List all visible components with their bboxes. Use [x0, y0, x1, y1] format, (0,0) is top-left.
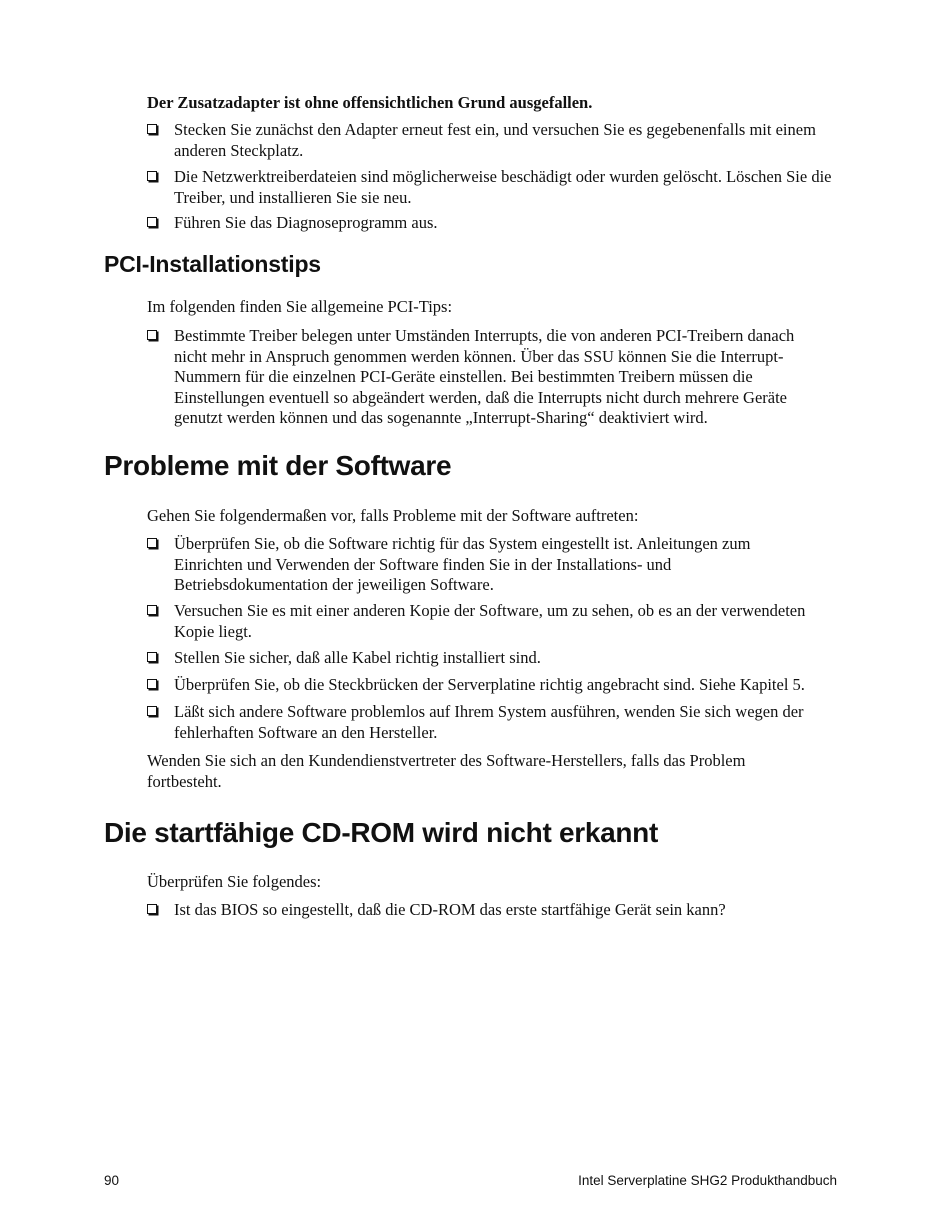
checkbox-bullet-icon — [147, 124, 157, 134]
checkbox-bullet-icon — [147, 538, 157, 548]
list-item-text: Führen Sie das Diagnoseprogramm aus. — [174, 213, 438, 232]
list-item-text: Überprüfen Sie, ob die Steckbrücken der Serverplatine richtig angebracht sind. Siehe Kapitel 5. — [174, 675, 805, 694]
list-item-text: Läßt sich andere Software problemlos auf Ihrem System ausführen, wenden Sie sich wegen der fehlerhaften Software an den Hersteller. — [174, 702, 804, 742]
software-section-heading: Probleme mit der Software — [104, 450, 452, 481]
software-closing-text: Wenden Sie sich an den Kundendienstvertreter des Software-Herstellers, falls das Problem fortbesteht. — [147, 751, 746, 791]
checkbox-bullet-icon — [147, 679, 157, 689]
checkbox-bullet-icon — [147, 171, 157, 181]
pci-intro-text: Im folgenden finden Sie allgemeine PCI-Tips: — [147, 297, 453, 316]
list-item-text: Bestimmte Treiber belegen unter Umständen Interrupts, die von anderen PCI-Treibern danach nicht mehr in Anspruch genommen werden können. Über das SSU können Sie die Interrupt-Nummern für die einzelnen PCI-Geräte einstellen. Bei bestimmten Treibern müssen die Einstellungen eventuell so abgeändert werden, daß die Interrupts nicht durch mehrere Geräte genutzt werden können und das sogenannte „Interrupt-Sharing“ deaktiviert wird. — [174, 326, 795, 427]
checkbox-bullet-icon — [147, 904, 157, 914]
cdrom-intro-text: Überprüfen Sie folgendes: — [147, 872, 322, 891]
checkbox-bullet-icon — [147, 652, 157, 662]
cdrom-section-heading: Die startfähige CD-ROM wird nicht erkannt — [104, 817, 658, 848]
list-item-text: Stellen Sie sicher, daß alle Kabel richtig installiert sind. — [174, 648, 541, 667]
adapter-failure-heading: Der Zusatzadapter ist ohne offensichtlichen Grund ausgefallen. — [147, 93, 593, 112]
list-item-text: Versuchen Sie es mit einer anderen Kopie der Software, um zu sehen, ob es an der verwendeten Kopie liegt. — [174, 601, 806, 641]
checkbox-bullet-icon — [147, 217, 157, 227]
list-item-text: Die Netzwerktreiberdateien sind möglicherweise beschädigt oder wurden gelöscht. Löschen Sie die Treiber, und installieren Sie sie neu. — [174, 167, 832, 207]
checkbox-bullet-icon — [147, 706, 157, 716]
footer-book-title: Intel Serverplatine SHG2 Produkthandbuch — [578, 1173, 837, 1188]
page-number: 90 — [104, 1173, 120, 1188]
checkbox-bullet-icon — [147, 330, 157, 340]
list-item-text: Stecken Sie zunächst den Adapter erneut fest ein, und versuchen Sie es gegebenenfalls mit einem anderen Steckplatz. — [174, 120, 816, 160]
software-intro-text: Gehen Sie folgendermaßen vor, falls Probleme mit der Software auftreten: — [147, 506, 639, 525]
checkbox-bullet-icon — [147, 605, 157, 615]
list-item-text: Ist das BIOS so eingestellt, daß die CD-ROM das erste startfähige Gerät sein kann? — [174, 900, 726, 919]
list-item-text: Überprüfen Sie, ob die Software richtig für das System eingestellt ist. Anleitungen zum Einrichten und Verwenden der Software finden Sie in der Installations- und Betriebsdokumentation der jeweiligen Software. — [174, 534, 751, 594]
pci-section-heading: PCI-Installationstips — [104, 251, 321, 277]
